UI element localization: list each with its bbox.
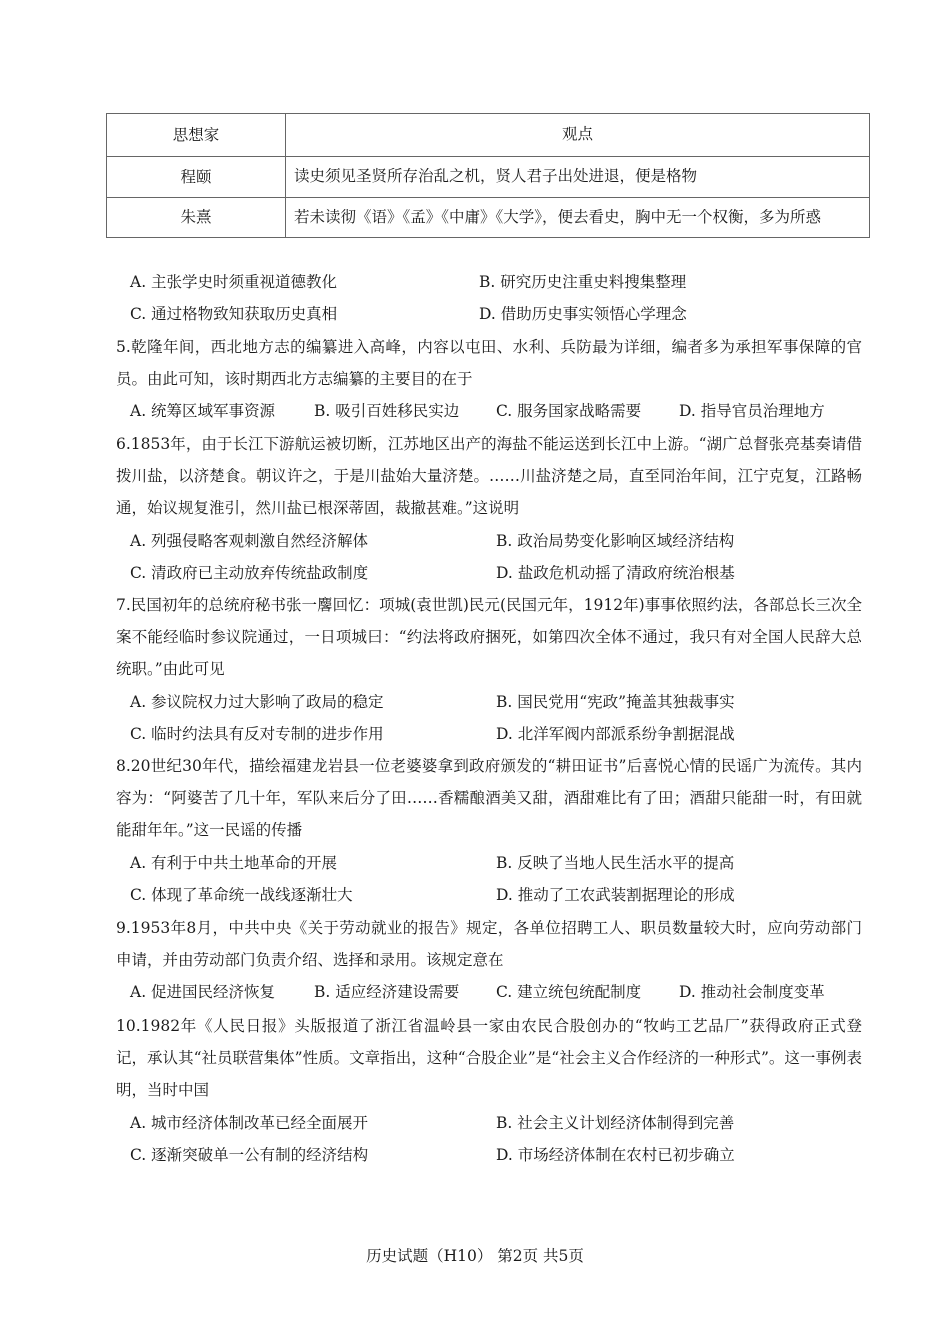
option-a[interactable]: A. 促进国民经济恢复 <box>130 983 276 1002</box>
question-10 <box>116 1010 862 1171</box>
option-row <box>116 266 862 298</box>
question-stem: 9.1953年8月，中共中央《关于劳动就业的报告》规定，各单位招聘工人、职员数量较大时，应向劳动部门申请，并由劳动部门负责介绍、选择和录用。该规定意在 <box>116 919 862 970</box>
option-b[interactable]: B. 研究历史注重史料搜集整理 <box>479 273 687 291</box>
thinker-viewpoint-table <box>106 113 870 238</box>
option-row <box>116 395 862 427</box>
option-row <box>116 718 862 750</box>
table-header-row <box>107 114 870 157</box>
option-c[interactable]: C. 建立统包统配制度 <box>496 983 642 1002</box>
table-row <box>107 157 870 198</box>
question-stem: 10.1982年《人民日报》头版报道了浙江省温岭县一家由农民合股创办的“牧屿工艺品厂”获得政府正式登记，承认其“社员联营集体”性质。文章指出，这种“合股企业”是“社会主义合作经济的一种形式”。这一事例表明，当时中国 <box>116 1017 862 1100</box>
option-d[interactable]: D. 指导官员治理地方 <box>679 402 825 421</box>
table-cell: 若未读彻《语》《孟》《中庸》《大学》，便去看史，胸中无一个权衡，多为所惑 <box>286 198 870 238</box>
option-row <box>116 847 862 879</box>
option-b[interactable]: B. 吸引百姓移民实边 <box>314 402 460 421</box>
table-cell: 朱熹 <box>107 198 286 238</box>
option-row <box>116 879 862 911</box>
option-b[interactable]: B. 反映了当地人民生活水平的提高 <box>496 853 735 872</box>
option-row <box>116 557 862 589</box>
option-b[interactable]: B. 适应经济建设需要 <box>314 983 460 1002</box>
option-a[interactable]: A. 有利于中共土地革命的开展 <box>130 853 338 872</box>
option-row <box>116 525 862 557</box>
option-d[interactable]: D. 市场经济体制在农村已初步确立 <box>496 1145 735 1164</box>
option-row <box>116 686 862 718</box>
option-d[interactable]: D. 盐政危机动摇了清政府统治根基 <box>496 563 735 582</box>
option-c[interactable]: C. 清政府已主动放弃传统盐政制度 <box>130 563 369 582</box>
table-row <box>107 198 870 238</box>
page-footer: 历史试题（H10） 第2页 共5页 <box>366 1247 584 1265</box>
option-c[interactable]: C. 逐渐突破单一公有制的经济结构 <box>130 1145 369 1164</box>
question-7 <box>116 589 862 750</box>
question-5 <box>116 331 862 428</box>
option-c[interactable]: C. 体现了革命统一战线逐渐壮大 <box>130 885 353 904</box>
option-row <box>116 1139 862 1171</box>
question-8 <box>116 750 862 911</box>
option-b[interactable]: B. 政治局势变化影响区域经济结构 <box>496 531 735 550</box>
table-header-cell: 思想家 <box>107 114 286 157</box>
option-c[interactable]: C. 临时约法具有反对专制的进步作用 <box>130 724 384 743</box>
option-row <box>116 298 862 330</box>
question-stem: 7.民国初年的总统府秘书张一麐回忆：项城(袁世凯)民元(民国元年，1912年)事事依照约法，各部总长三次全案不能经临时参议院通过，一日项城曰：“约法将政府捆死，如第四次全体不通过，我只有对全国人民辞大总统职。”由此可见 <box>116 596 862 679</box>
option-c[interactable]: C. 服务国家战略需要 <box>496 402 642 421</box>
option-d[interactable]: D. 北洋军阀内部派系纷争割据混战 <box>496 724 735 743</box>
table-cell: 读史须见圣贤所存治乱之机，贤人君子出处进退，便是格物 <box>286 157 870 198</box>
option-a[interactable]: A. 列强侵略客观刺激自然经济解体 <box>130 531 369 550</box>
question-4-options <box>116 266 862 330</box>
option-b[interactable]: B. 国民党用“宪政”掩盖其独裁事实 <box>496 692 735 711</box>
option-d[interactable]: D. 推动社会制度变革 <box>679 983 825 1002</box>
table-header-cell: 观点 <box>286 114 870 157</box>
table-cell: 程颐 <box>107 157 286 198</box>
option-row <box>116 976 862 1008</box>
question-stem: 6.1853年，由于长江下游航运被切断，江苏地区出产的海盐不能运送到长江中上游。“湖广总督张亮基奏请借拨川盐，以济楚食。朝议许之，于是川盐始大量济楚。……川盐济楚之局，直至同治年间，江宁克复，江路畅通，始议规复淮引，然川盐已根深蒂固，裁撤甚难。”这说明 <box>116 435 862 518</box>
option-d[interactable]: D. 借助历史事实领悟心学理念 <box>479 305 687 324</box>
option-b[interactable]: B. 社会主义计划经济体制得到完善 <box>496 1113 735 1132</box>
question-9 <box>116 912 862 1009</box>
question-stem: 8.20世纪30年代，描绘福建龙岩县一位老婆婆拿到政府颁发的“耕田证书”后喜悦心情的民谣广为流传。其内容为：“阿婆苦了几十年，军队来后分了田……香糯酿酒美又甜，酒甜难比有了田；酒甜只能甜一时，有田就能甜年年。”这一民谣的传播 <box>116 757 862 840</box>
question-stem: 5.乾隆年间，西北地方志的编纂进入高峰，内容以屯田、水利、兵防最为详细，编者多为承担军事保障的官员。由此可知，该时期西北方志编纂的主要目的在于 <box>116 338 862 389</box>
option-a[interactable]: A. 主张学史时须重视道德教化 <box>130 273 338 291</box>
option-a[interactable]: A. 统筹区域军事资源 <box>130 402 276 421</box>
option-row <box>116 1107 862 1139</box>
question-6 <box>116 428 862 589</box>
option-a[interactable]: A. 参议院权力过大影响了政局的稳定 <box>130 692 384 711</box>
option-d[interactable]: D. 推动了工农武装割据理论的形成 <box>496 885 735 904</box>
option-a[interactable]: A. 城市经济体制改革已经全面展开 <box>130 1113 369 1132</box>
option-c[interactable]: C. 通过格物致知获取历史真相 <box>130 305 338 324</box>
